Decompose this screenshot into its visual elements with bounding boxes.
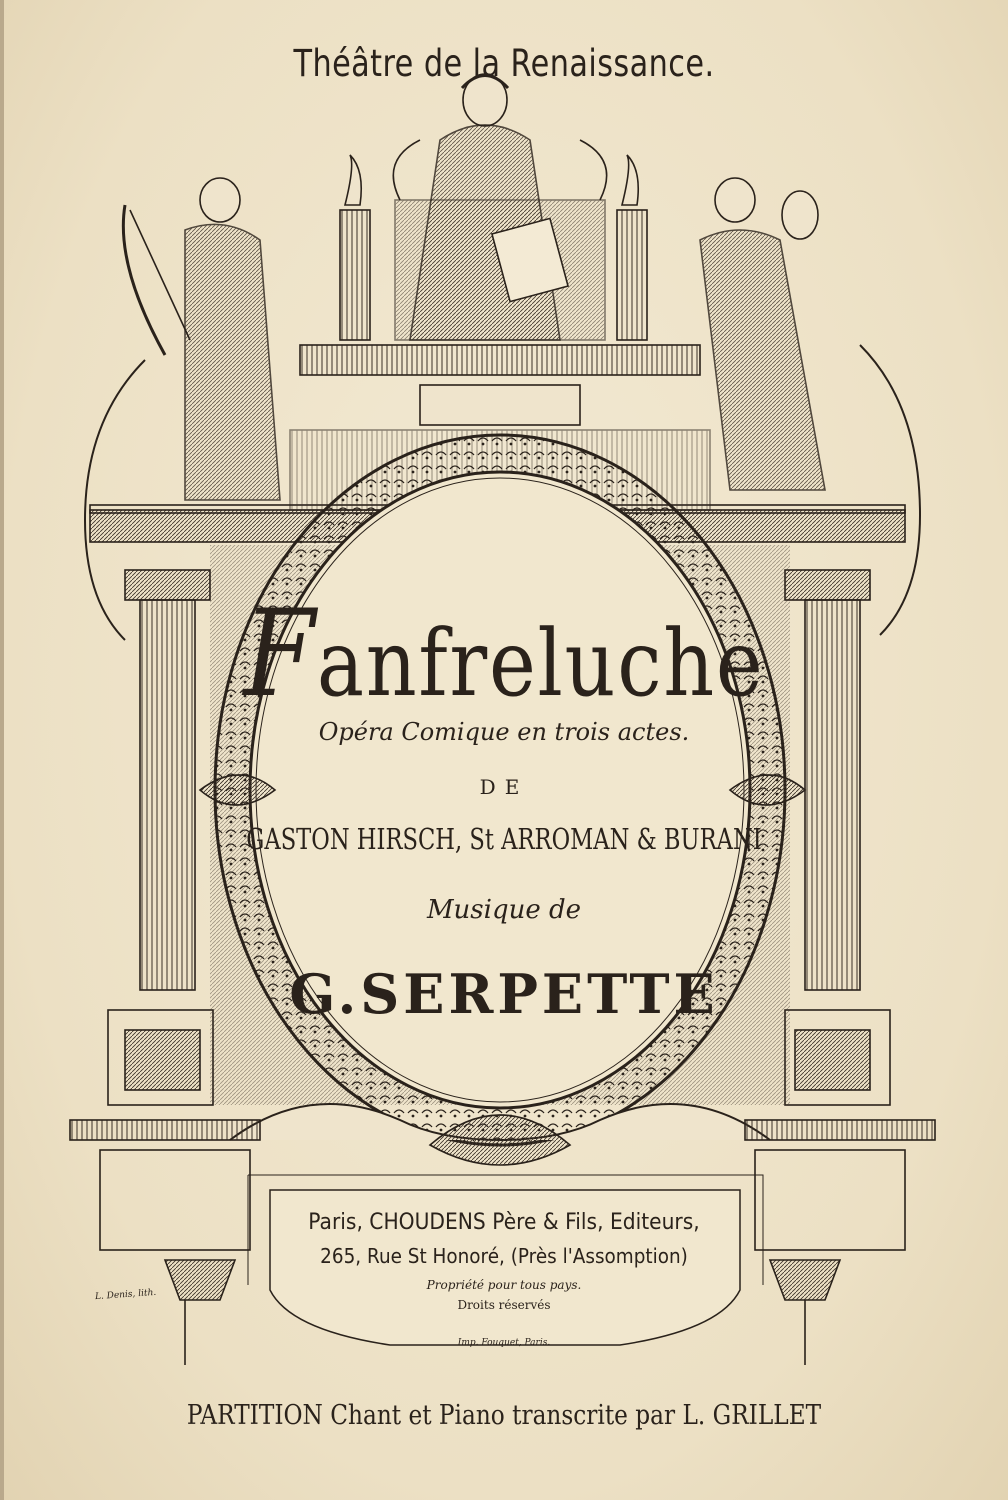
rights-note: Propriété pour tous pays. <box>426 1278 582 1292</box>
printer-credit: Imp. Fouquet, Paris. <box>457 1338 551 1348</box>
opera-subtitle: Opéra Comique en trois actes. <box>318 718 690 746</box>
publisher-address: 265, Rue St Honoré, (Près l'Assomption) <box>320 1244 688 1268</box>
lithographer-signature: L. Denis, lith. <box>94 1287 157 1303</box>
seated-muse-figure <box>393 74 606 340</box>
comedy-muse-figure <box>700 178 825 490</box>
title-initial: F <box>243 585 317 724</box>
music-by-label: Musique de <box>426 895 582 925</box>
score-credit: PARTITION Chant et Piano transcrite par L. GRILLET <box>186 1400 822 1431</box>
torch-right <box>617 155 647 340</box>
title-rest: anfreluche <box>316 610 765 717</box>
by-word: DE <box>479 775 529 799</box>
rights-reserved: Droits réservés <box>457 1298 551 1312</box>
publisher-line: Paris, CHOUDENS Père & Fils, Editeurs, <box>308 1210 700 1235</box>
opera-title <box>71 585 938 724</box>
librettists: GASTON HIRSCH, St ARROMAN & BURANI <box>246 822 762 856</box>
torch-left <box>340 155 370 340</box>
harpist-figure <box>123 178 280 500</box>
composer-name: G.SERPETTE <box>289 962 719 1026</box>
theatre-heading: Théâtre de la Renaissance. <box>293 42 715 85</box>
